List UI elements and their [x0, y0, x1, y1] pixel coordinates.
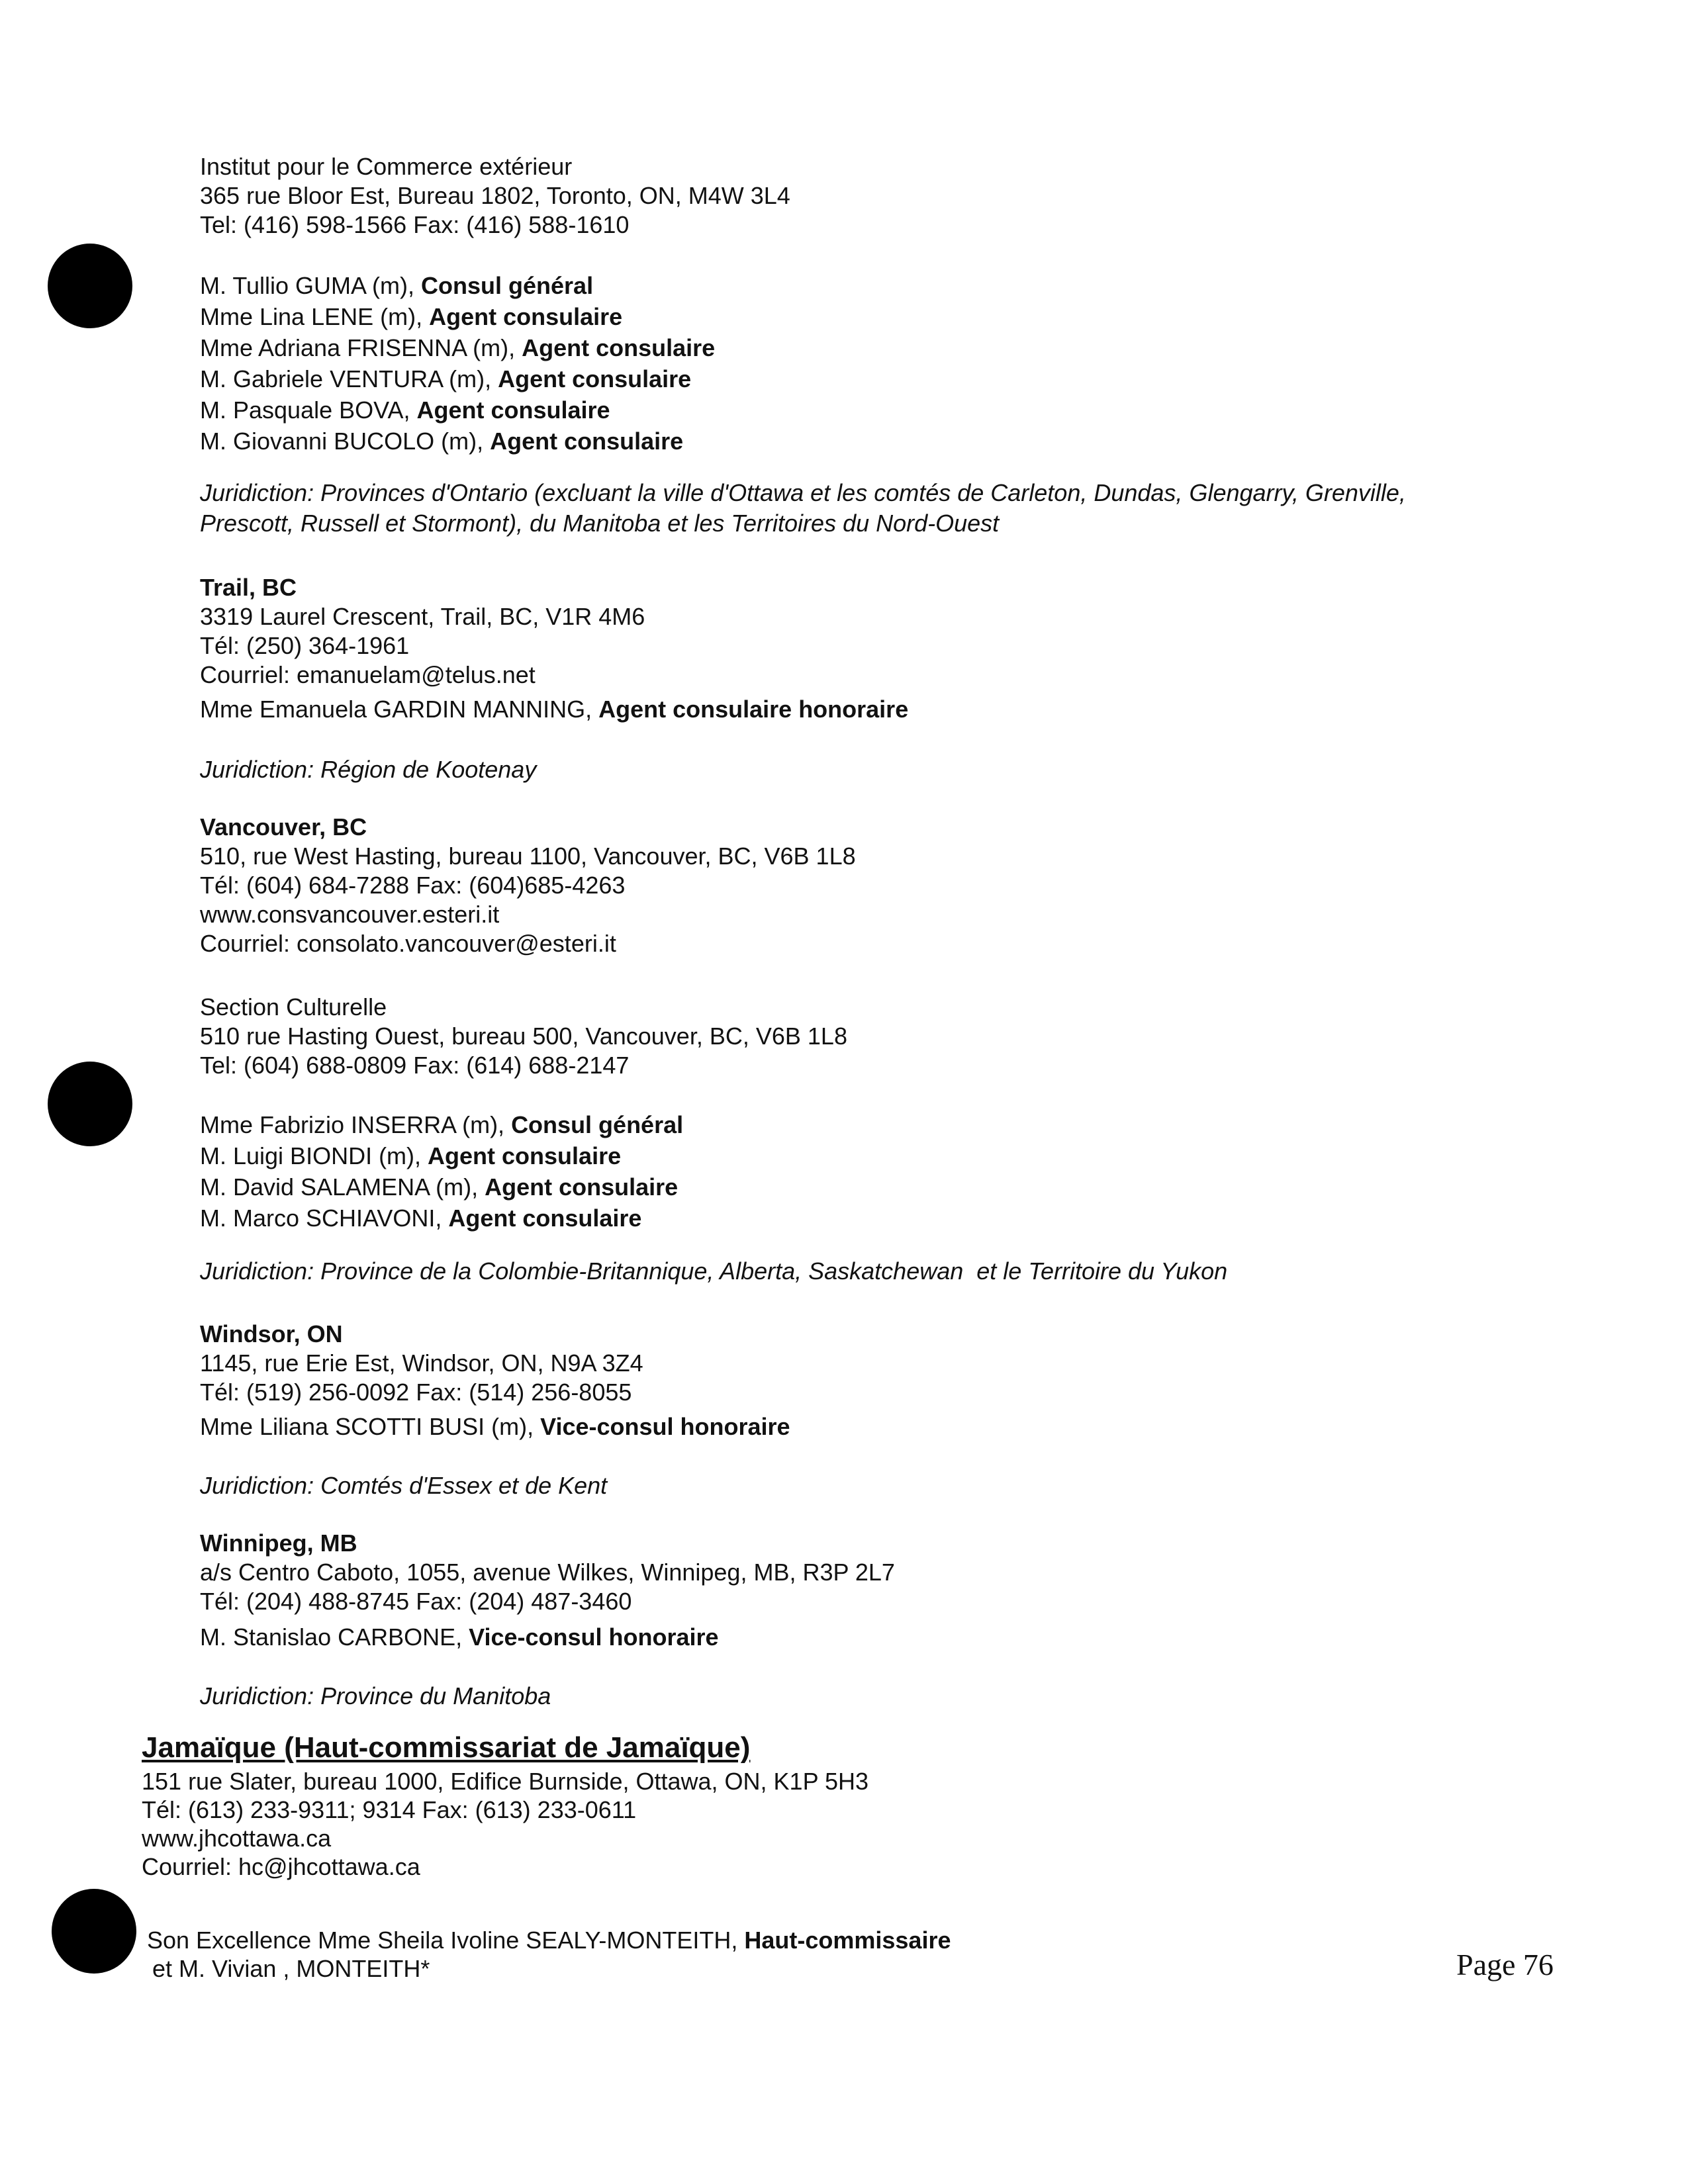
person-entry [200, 1140, 1524, 1171]
person-role: Agent consulaire [416, 396, 610, 424]
person-name: Son Excellence Mme Sheila Ivoline SEALY-MONTEITH, [147, 1927, 745, 1954]
vancouver-culture-block [200, 993, 1524, 1080]
phone-line: Tél: (204) 488-8745 Fax: (204) 487-3460 [200, 1588, 632, 1615]
person-name: M. Marco SCHIAVONI, [200, 1205, 449, 1232]
person-name: M. Stanislao CARBONE, [200, 1623, 469, 1651]
institut-name: Institut pour le Commerce extérieur [200, 153, 573, 180]
address-line: 510, rue West Hasting, bureau 1100, Vancouver, BC, V6B 1L8 [200, 842, 856, 870]
person-role: Haut-commissaire [744, 1927, 951, 1954]
toronto-institut-block [200, 152, 1524, 240]
vancouver-persons [200, 1109, 1524, 1234]
institut-address: 365 rue Bloor Est, Bureau 1802, Toronto, ON, M4W 3L4 [200, 182, 790, 209]
person-name: M. Gabriele VENTURA (m), [200, 365, 498, 392]
trail-person [200, 694, 1524, 725]
phone-line: Tél: (250) 364-1961 [200, 632, 410, 659]
email-line: Courriel: consolato.vancouver@esteri.it [200, 930, 616, 957]
trail-block [200, 573, 1524, 690]
address-line: 1145, rue Erie Est, Windsor, ON, N9A 3Z4 [200, 1349, 643, 1377]
vancouver-block [200, 813, 1524, 958]
person-name: Mme Adriana FRISENNA (m), [200, 334, 522, 361]
website-line: www.jhcottawa.ca [142, 1825, 332, 1852]
punch-hole-top [48, 244, 132, 328]
toronto-jurisdiction: Juridiction: Provinces d'Ontario (excluant la ville d'Ottawa et les comtés de Carleton, Dundas, Glengarry, Grenville, Prescott, Russell et Stormont), du Manitoba et les Territoires du Nord-Ouest [200, 479, 1406, 537]
person-role: Vice-consul honoraire [469, 1623, 719, 1651]
person-name: M. Luigi BIONDI (m), [200, 1142, 428, 1169]
person-entry [200, 1171, 1524, 1203]
winnipeg-block [200, 1529, 1524, 1616]
person-entry [200, 363, 1524, 394]
person-role: Consul général [421, 272, 594, 299]
person-name: Mme Fabrizio INSERRA (m), [200, 1111, 512, 1138]
jamaica-contact-block [142, 1767, 1466, 1881]
website-line: www.consvancouver.esteri.it [200, 901, 500, 928]
person-role: Agent consulaire honoraire [598, 696, 909, 723]
address-line: a/s Centro Caboto, 1055, avenue Wilkes, Winnipeg, MB, R3P 2L7 [200, 1559, 895, 1586]
person-name: M. Giovanni BUCOLO (m), [200, 428, 491, 455]
person-entry [200, 394, 1524, 426]
windsor-jurisdiction: Juridiction: Comtés d'Essex et de Kent [200, 1472, 608, 1499]
institut-phone: Tel: (416) 598-1566 Fax: (416) 588-1610 [200, 211, 630, 238]
phone-line: Tél: (613) 233-9311; 9314 Fax: (613) 233-0611 [142, 1796, 637, 1823]
person-role: Agent consulaire [498, 365, 692, 392]
phone-line: Tél: (519) 256-0092 Fax: (514) 256-8055 [200, 1379, 632, 1406]
person-name: Mme Liliana SCOTTI BUSI (m), [200, 1413, 541, 1440]
culture-phone: Tel: (604) 688-0809 Fax: (614) 688-2147 [200, 1052, 630, 1079]
windsor-person [200, 1411, 1524, 1442]
person-role: Agent consulaire [428, 1142, 622, 1169]
email-line: Courriel: emanuelam@telus.net [200, 661, 536, 688]
address-line: 151 rue Slater, bureau 1000, Edifice Burnside, Ottawa, ON, K1P 5H3 [142, 1768, 868, 1795]
winnipeg-jurisdiction: Juridiction: Province du Manitoba [200, 1682, 551, 1709]
toronto-persons [200, 270, 1524, 457]
punch-hole-middle [48, 1062, 132, 1146]
person-name: Mme Lina LENE (m), [200, 303, 430, 330]
person-role: Agent consulaire [490, 428, 684, 455]
person-name: M. David SALAMENA (m), [200, 1173, 485, 1201]
vancouver-jurisdiction: Juridiction: Province de la Colombie-Britannique, Alberta, Saskatchewan et le Territoire du Yukon [200, 1257, 1228, 1285]
culture-address: 510 rue Hasting Ouest, bureau 500, Vancouver, BC, V6B 1L8 [200, 1023, 847, 1050]
person-name: M. Pasquale BOVA, [200, 396, 417, 424]
person-entry [200, 1411, 1524, 1442]
culture-title: Section Culturelle [200, 993, 387, 1021]
person-name: Mme Emanuela GARDIN MANNING, [200, 696, 599, 723]
person-role: Agent consulaire [448, 1205, 642, 1232]
person-name: M. Tullio GUMA (m), [200, 272, 422, 299]
person-entry [200, 270, 1524, 301]
address-line: 3319 Laurel Crescent, Trail, BC, V1R 4M6 [200, 603, 645, 630]
person-entry [200, 426, 1524, 457]
page-number: Page 76 [1456, 1948, 1554, 1981]
trail-jurisdiction: Juridiction: Région de Kootenay [200, 756, 537, 783]
punch-hole-bottom [52, 1889, 136, 1974]
person-entry [200, 1203, 1524, 1234]
section-title-winnipeg: Winnipeg, MB [200, 1529, 357, 1557]
person-role: Agent consulaire [522, 334, 716, 361]
person-entry [200, 1621, 1524, 1653]
section-title-windsor: Windsor, ON [200, 1320, 343, 1347]
email-line: Courriel: hc@jhcottawa.ca [142, 1853, 420, 1880]
person-role: Agent consulaire [485, 1173, 679, 1201]
jamaica-section-title: Jamaïque (Haut-commissariat de Jamaïque) [142, 1731, 751, 1764]
winnipeg-person [200, 1621, 1524, 1653]
section-title-trail: Trail, BC [200, 574, 297, 601]
jamaica-persons [147, 1926, 1471, 1983]
windsor-block [200, 1320, 1524, 1407]
person-entry [200, 332, 1524, 363]
section-title-vancouver: Vancouver, BC [200, 813, 367, 841]
person-role: Consul général [511, 1111, 684, 1138]
person-role: Agent consulaire [429, 303, 623, 330]
spouse-line: et M. Vivian , MONTEITH* [152, 1955, 430, 1982]
person-entry [147, 1926, 1471, 1954]
phone-line: Tél: (604) 684-7288 Fax: (604)685-4263 [200, 872, 626, 899]
person-entry [200, 301, 1524, 332]
person-entry [200, 694, 1524, 725]
person-role: Vice-consul honoraire [540, 1413, 790, 1440]
person-entry [200, 1109, 1524, 1140]
